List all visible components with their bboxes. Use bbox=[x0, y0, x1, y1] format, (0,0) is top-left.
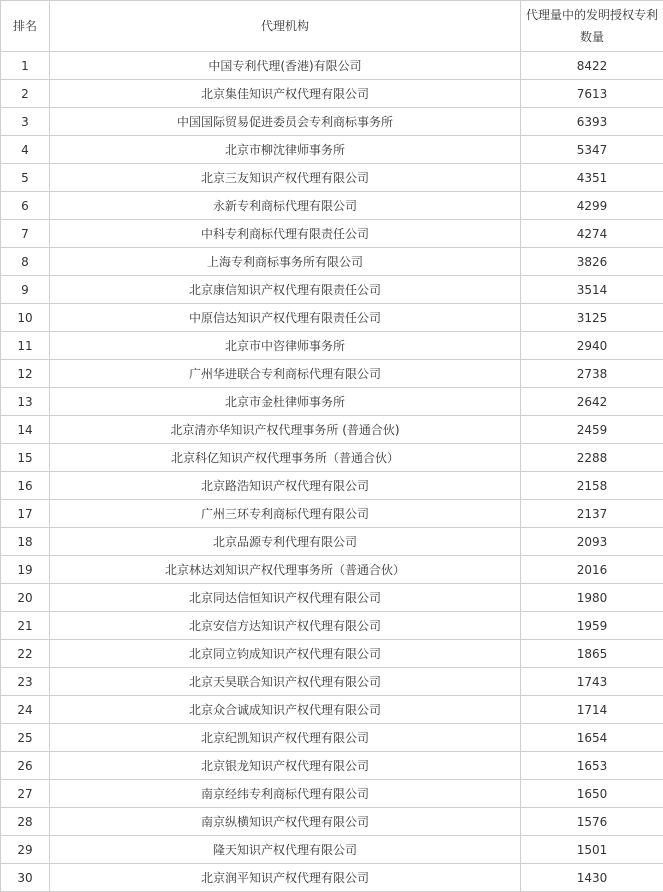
table-row bbox=[1, 52, 663, 80]
rank-cell: 4 bbox=[1, 136, 50, 164]
rank-cell: 21 bbox=[1, 612, 50, 640]
rank-cell: 30 bbox=[1, 864, 50, 892]
count-cell: 2016 bbox=[521, 556, 663, 584]
table-row bbox=[1, 472, 663, 500]
rank-cell: 23 bbox=[1, 668, 50, 696]
table-row bbox=[1, 304, 663, 332]
agency-cell: 隆天知识产权代理有限公司 bbox=[50, 836, 521, 864]
count-cell: 7613 bbox=[521, 80, 663, 108]
agency-cell: 中国专利代理(香港)有限公司 bbox=[50, 52, 521, 80]
table-row bbox=[1, 696, 663, 724]
agency-cell: 北京银龙知识产权代理有限公司 bbox=[50, 752, 521, 780]
agency-cell: 北京清亦华知识产权代理事务所 (普通合伙) bbox=[50, 416, 521, 444]
agency-cell: 北京天昊联合知识产权代理有限公司 bbox=[50, 668, 521, 696]
rank-cell: 8 bbox=[1, 248, 50, 276]
rank-cell: 3 bbox=[1, 108, 50, 136]
agency-cell: 北京同立钧成知识产权代理有限公司 bbox=[50, 640, 521, 668]
header-agency: 代理机构 bbox=[50, 1, 521, 52]
agency-cell: 北京安信方达知识产权代理有限公司 bbox=[50, 612, 521, 640]
table-body bbox=[1, 52, 663, 892]
agency-cell: 北京科亿知识产权代理事务所（普通合伙） bbox=[50, 444, 521, 472]
table-row bbox=[1, 724, 663, 752]
table-row bbox=[1, 136, 663, 164]
count-cell: 4351 bbox=[521, 164, 663, 192]
rank-cell: 10 bbox=[1, 304, 50, 332]
table-row bbox=[1, 108, 663, 136]
agency-cell: 北京市中咨律师事务所 bbox=[50, 332, 521, 360]
table-row bbox=[1, 388, 663, 416]
rank-cell: 27 bbox=[1, 780, 50, 808]
header-rank: 排名 bbox=[1, 1, 50, 52]
count-cell: 2288 bbox=[521, 444, 663, 472]
table-row bbox=[1, 668, 663, 696]
rank-cell: 2 bbox=[1, 80, 50, 108]
agency-cell: 北京市金杜律师事务所 bbox=[50, 388, 521, 416]
count-cell: 2940 bbox=[521, 332, 663, 360]
agency-cell: 北京同达信恒知识产权代理有限公司 bbox=[50, 584, 521, 612]
rank-cell: 28 bbox=[1, 808, 50, 836]
count-cell: 1959 bbox=[521, 612, 663, 640]
table-row bbox=[1, 80, 663, 108]
table-row bbox=[1, 556, 663, 584]
count-cell: 1650 bbox=[521, 780, 663, 808]
count-cell: 3125 bbox=[521, 304, 663, 332]
count-cell: 1865 bbox=[521, 640, 663, 668]
count-cell: 2642 bbox=[521, 388, 663, 416]
table-row bbox=[1, 164, 663, 192]
rank-cell: 29 bbox=[1, 836, 50, 864]
count-cell: 3514 bbox=[521, 276, 663, 304]
count-cell: 5347 bbox=[521, 136, 663, 164]
agency-cell: 北京林达刘知识产权代理事务所（普通合伙） bbox=[50, 556, 521, 584]
agency-cell: 上海专利商标事务所有限公司 bbox=[50, 248, 521, 276]
rank-cell: 5 bbox=[1, 164, 50, 192]
agency-cell: 北京康信知识产权代理有限责任公司 bbox=[50, 276, 521, 304]
table-row bbox=[1, 864, 663, 892]
agency-cell: 广州三环专利商标代理有限公司 bbox=[50, 500, 521, 528]
rank-cell: 12 bbox=[1, 360, 50, 388]
count-cell: 2137 bbox=[521, 500, 663, 528]
count-cell: 1576 bbox=[521, 808, 663, 836]
table-row bbox=[1, 332, 663, 360]
rank-cell: 22 bbox=[1, 640, 50, 668]
count-cell: 6393 bbox=[521, 108, 663, 136]
rank-cell: 15 bbox=[1, 444, 50, 472]
rank-cell: 17 bbox=[1, 500, 50, 528]
table-row bbox=[1, 220, 663, 248]
agency-cell: 中原信达知识产权代理有限责任公司 bbox=[50, 304, 521, 332]
agency-cell: 广州华进联合专利商标代理有限公司 bbox=[50, 360, 521, 388]
count-cell: 1743 bbox=[521, 668, 663, 696]
count-cell: 2093 bbox=[521, 528, 663, 556]
table-row bbox=[1, 640, 663, 668]
rank-cell: 14 bbox=[1, 416, 50, 444]
table-row bbox=[1, 276, 663, 304]
agency-cell: 北京润平知识产权代理有限公司 bbox=[50, 864, 521, 892]
agency-cell: 永新专利商标代理有限公司 bbox=[50, 192, 521, 220]
agency-cell: 南京纵横知识产权代理有限公司 bbox=[50, 808, 521, 836]
agency-cell: 北京路浩知识产权代理有限公司 bbox=[50, 472, 521, 500]
agency-cell: 南京经纬专利商标代理有限公司 bbox=[50, 780, 521, 808]
count-cell: 8422 bbox=[521, 52, 663, 80]
count-cell: 4299 bbox=[521, 192, 663, 220]
count-cell: 2738 bbox=[521, 360, 663, 388]
agency-cell: 北京品源专利代理有限公司 bbox=[50, 528, 521, 556]
count-cell: 2158 bbox=[521, 472, 663, 500]
rank-cell: 16 bbox=[1, 472, 50, 500]
rank-cell: 1 bbox=[1, 52, 50, 80]
count-cell: 1653 bbox=[521, 752, 663, 780]
agency-cell: 北京纪凯知识产权代理有限公司 bbox=[50, 724, 521, 752]
count-cell: 1714 bbox=[521, 696, 663, 724]
rank-cell: 24 bbox=[1, 696, 50, 724]
table-row bbox=[1, 612, 663, 640]
agency-cell: 北京三友知识产权代理有限公司 bbox=[50, 164, 521, 192]
table-row bbox=[1, 416, 663, 444]
agency-cell: 北京众合诚成知识产权代理有限公司 bbox=[50, 696, 521, 724]
count-cell: 1430 bbox=[521, 864, 663, 892]
table-row bbox=[1, 836, 663, 864]
count-cell: 1654 bbox=[521, 724, 663, 752]
rank-cell: 9 bbox=[1, 276, 50, 304]
table-row bbox=[1, 780, 663, 808]
count-cell: 1980 bbox=[521, 584, 663, 612]
table-row bbox=[1, 808, 663, 836]
table-header-row bbox=[1, 1, 663, 52]
agency-cell: 中科专利商标代理有限责任公司 bbox=[50, 220, 521, 248]
table-row bbox=[1, 584, 663, 612]
table-row bbox=[1, 360, 663, 388]
count-cell: 1501 bbox=[521, 836, 663, 864]
rank-cell: 13 bbox=[1, 388, 50, 416]
table-row bbox=[1, 444, 663, 472]
count-cell: 2459 bbox=[521, 416, 663, 444]
rank-cell: 26 bbox=[1, 752, 50, 780]
count-cell: 4274 bbox=[521, 220, 663, 248]
rank-cell: 7 bbox=[1, 220, 50, 248]
table-row bbox=[1, 248, 663, 276]
table-row bbox=[1, 752, 663, 780]
rank-cell: 20 bbox=[1, 584, 50, 612]
agency-cell: 北京市柳沈律师事务所 bbox=[50, 136, 521, 164]
table-row bbox=[1, 500, 663, 528]
count-cell: 3826 bbox=[521, 248, 663, 276]
rank-cell: 6 bbox=[1, 192, 50, 220]
rank-cell: 18 bbox=[1, 528, 50, 556]
table-row bbox=[1, 192, 663, 220]
agency-cell: 北京集佳知识产权代理有限公司 bbox=[50, 80, 521, 108]
rank-cell: 19 bbox=[1, 556, 50, 584]
rank-cell: 11 bbox=[1, 332, 50, 360]
agency-cell: 中国国际贸易促进委员会专利商标事务所 bbox=[50, 108, 521, 136]
header-count: 代理量中的发明授权专利数量 bbox=[521, 1, 663, 52]
table-row bbox=[1, 528, 663, 556]
rank-cell: 25 bbox=[1, 724, 50, 752]
